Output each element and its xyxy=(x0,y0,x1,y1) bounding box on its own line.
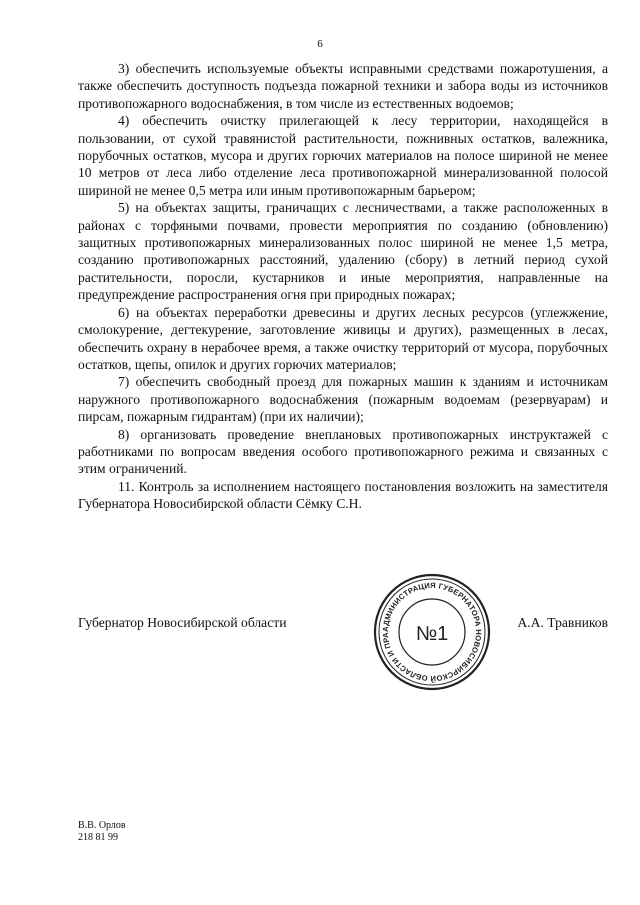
official-seal-stamp xyxy=(372,572,492,692)
signatory-name: А.А. Травников xyxy=(517,615,608,630)
signatory-position: Губернатор Новосибирской области xyxy=(78,615,287,630)
paragraph-item-3: 3) обеспечить используемые объекты исправными средствами пожаротушения, а также обеспечить доступность подъезда пожарной техники и забора воды из источников противопожарного водоснабжения, в том числе из естественных водоемов; xyxy=(78,61,608,111)
paragraph-item-6: 6) на объектах переработки древесины и других лесных ресурсов (углежжение, смолокурение, дегтекурение, заготовление живицы и других), размещенных в лесах, обеспечить охрану в нерабочее время, а также очистку территорий от мусора, порубочных остатков, щепы, опилок и других горючих материалов; xyxy=(78,304,608,372)
paragraph-item-5: 5) на объектах защиты, граничащих с лесничествами, а также расположенных в районах с торфяными почвами, провести мероприятия по созданию (обновлению) защитных противопожарных минерализованных полос шириной не менее 1,5 метра, созданию противопожарных расстояний, удалению (сбору) в летний период сухой растительности, поросли, кустарников и иные мероприятия, направленные на предупреждение распространения огня при природных пожарах; xyxy=(78,200,608,303)
page-number: 6 xyxy=(317,38,323,50)
paragraph-control-clause: 11. Контроль за исполнением настоящего постановления возложить на заместителя Губернатора Новосибирской области Сёмку С.Н. xyxy=(78,478,608,512)
document-body xyxy=(78,60,608,513)
seal-outer-text: АДМИНИСТРАЦИЯ ГУБЕРНАТОРА НОВОСИБИРСКОЙ ОБЛАСТИ И ПРА xyxy=(380,580,484,684)
executor-footer xyxy=(78,820,126,844)
paragraph-item-7: 7) обеспечить свободный проезд для пожарных машин к зданиям и источникам наружного противопожарного водоснабжения (пожарным водоемам (резервуарам) и пирсам, пожарным гидрантам) (при их наличии); xyxy=(78,374,608,425)
paragraph-item-4: 4) обеспечить очистку прилегающей к лесу территории, находящейся в пользовании, от сухой травянистой растительности, пожнивных остатков, валежника, порубочных остатков, мусора и других горючих материалов на полосе шириной не менее 10 метров от леса либо отделение леса противопожарной минерализованной полосой шириной не менее 0,5 метра или иным противопожарным барьером; xyxy=(78,113,608,198)
executor-name: В.В. Орлов xyxy=(78,820,126,831)
seal-icon xyxy=(372,572,492,692)
paragraph-item-8: 8) организовать проведение внеплановых противопожарных инструктажей с работниками по вопросам введения особого противопожарного режима и связанных с этим ограничений. xyxy=(78,426,608,477)
executor-phone: 218 81 99 xyxy=(78,832,118,843)
seal-center-text: №1 xyxy=(415,623,449,645)
